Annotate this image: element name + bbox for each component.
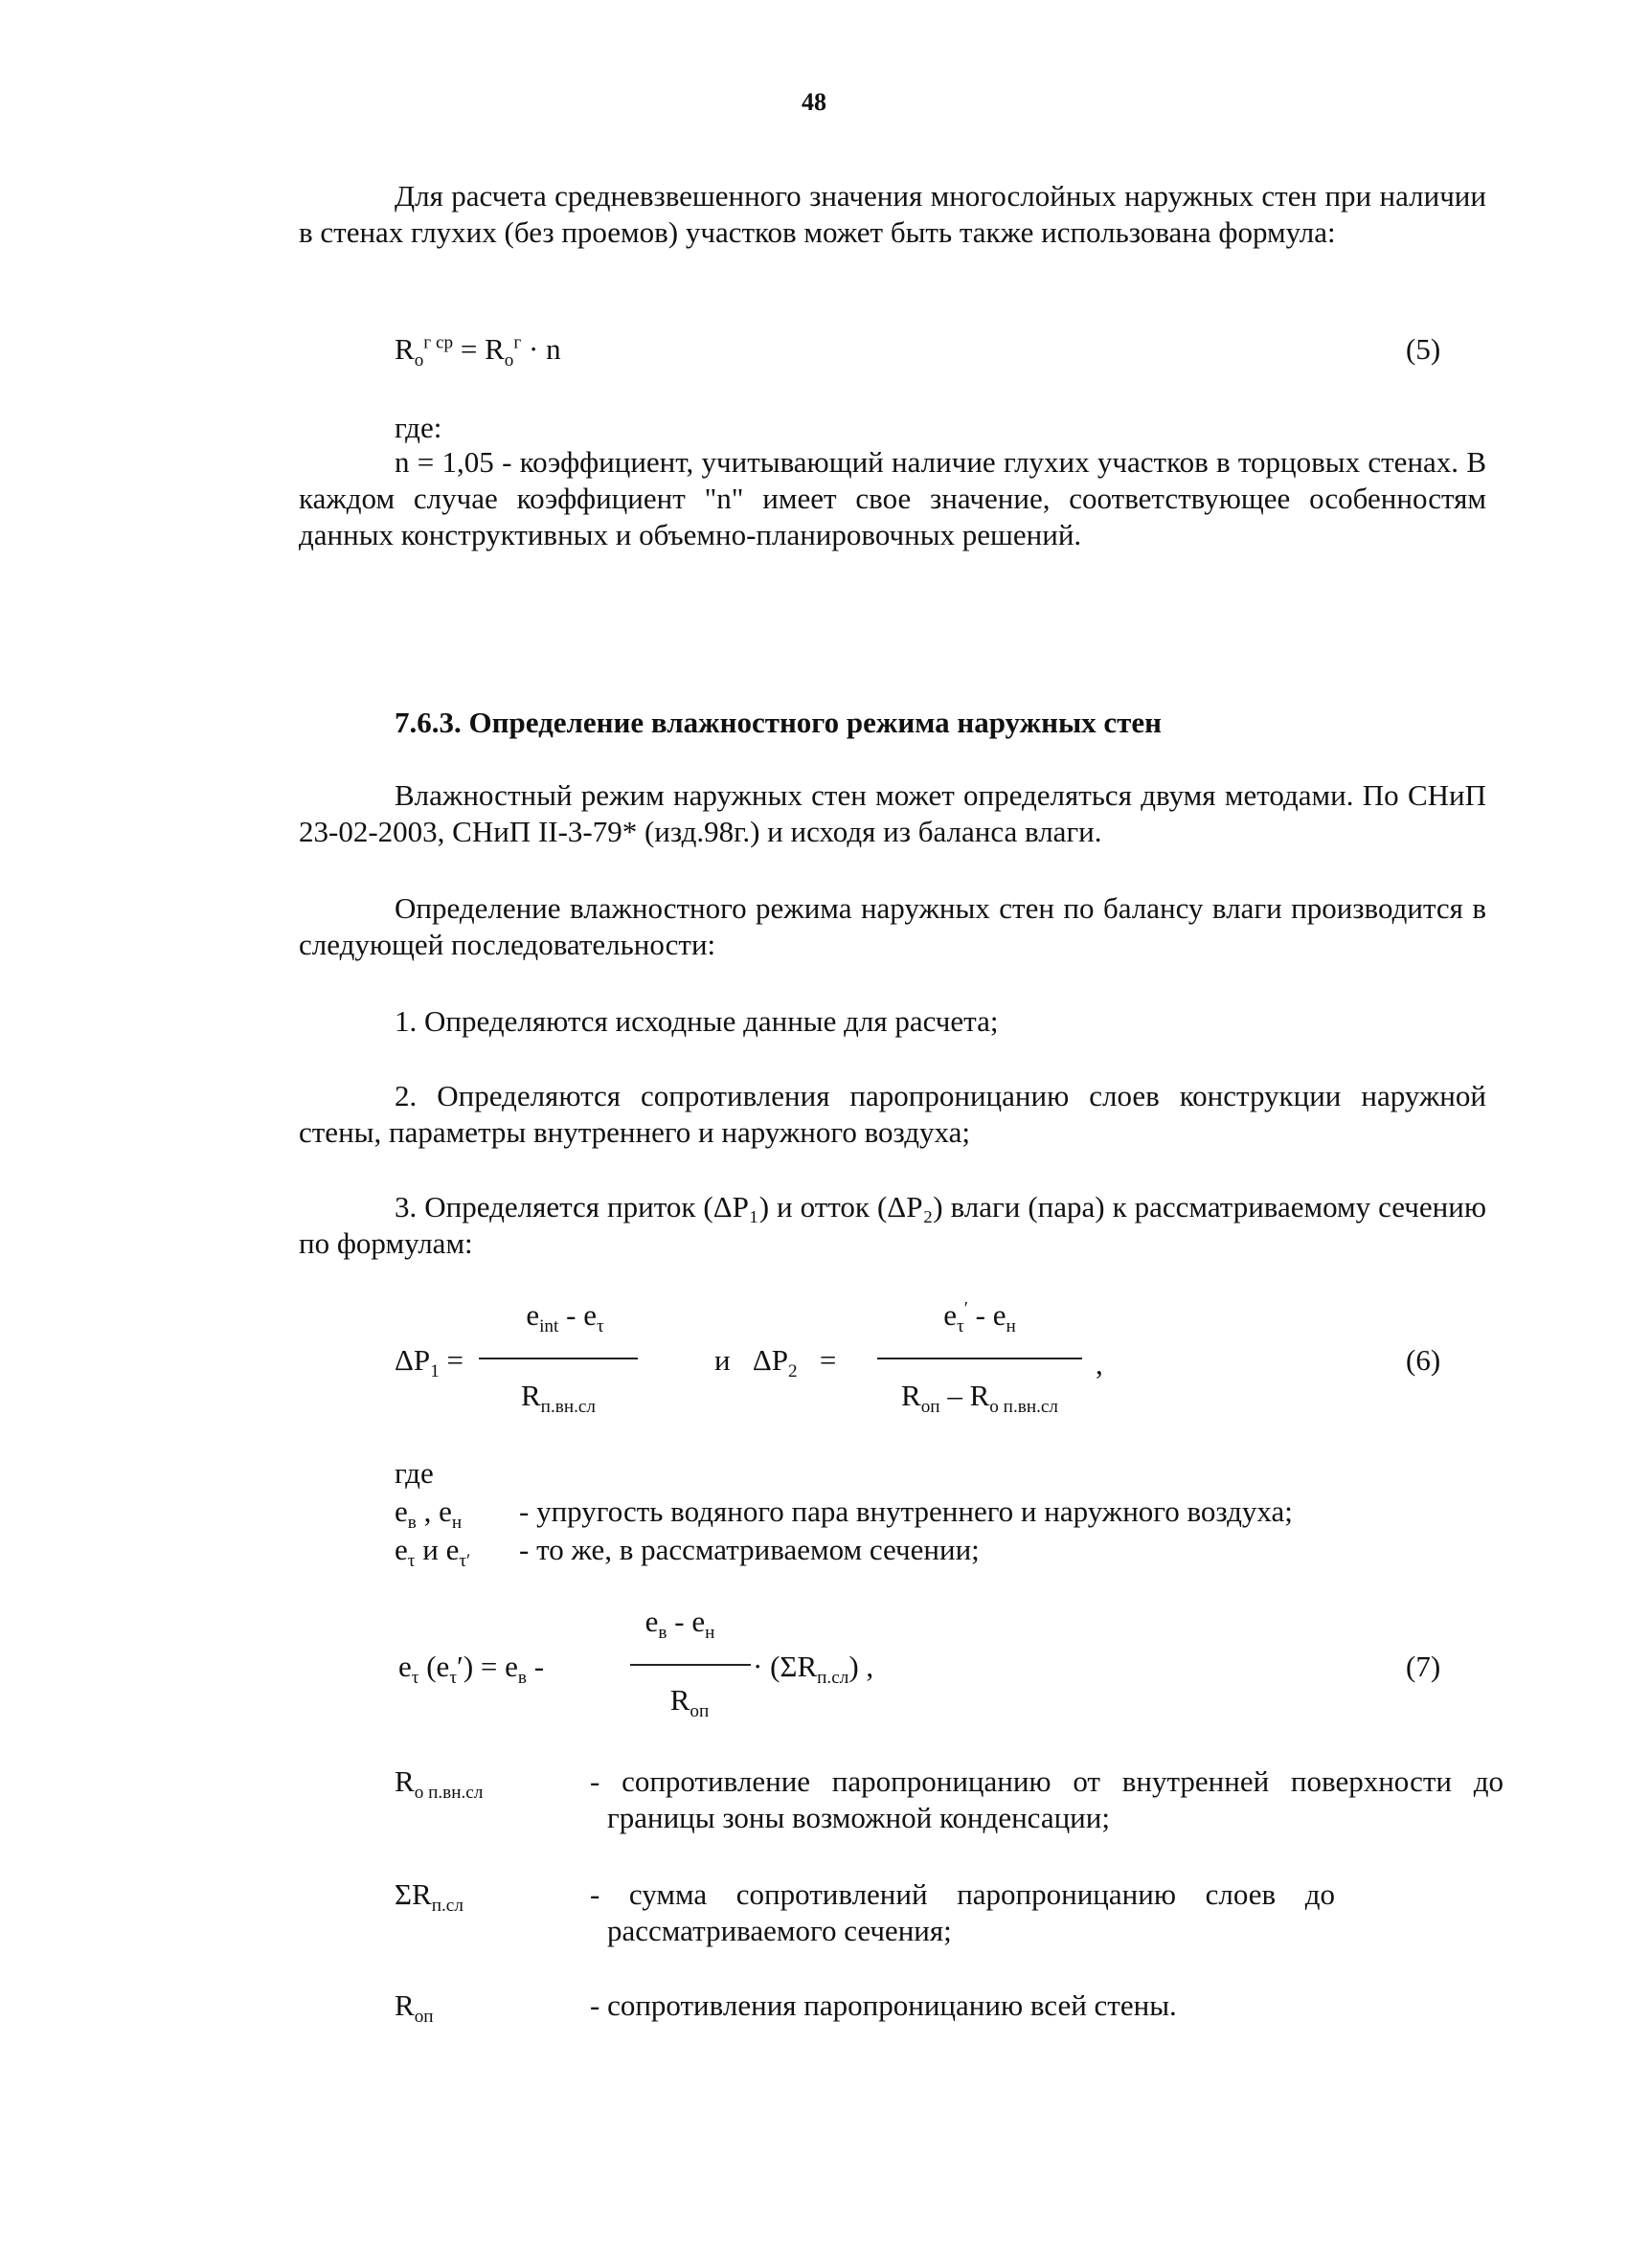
step-2: 2. Определяются сопротивления паропроницанию слоев конструкции наружной стены, параметры внутреннего и наружного воздуха; [299, 1079, 1486, 1149]
legend-symbol-r-op: $R_{оп}$ [395, 1988, 434, 2028]
definition-e-v-e-n: $e_в$ , $e_н$ [395, 1494, 463, 1534]
section-heading: 7.6.3. Определение влажностного режима наружных стен [395, 706, 1163, 739]
page-number: 48 [802, 88, 826, 116]
definition-e-tau-text: - то же, в рассматриваемом сечении; [519, 1533, 980, 1566]
where-label: где: [395, 411, 442, 444]
formula-6-and: и $\Delta P_2$ = [714, 1343, 837, 1382]
formula-6-comma: , [1096, 1347, 1103, 1381]
formula-6-num1: $e_{int} - e_\tau$ [526, 1298, 604, 1337]
step-1: 1. Определяются исходные данные для расчета; [395, 1004, 999, 1038]
formula-7-sum: · $(\Sigma R_{п.сл})$ , [753, 1650, 874, 1689]
legend-text-sum-r: - сумма сопротивлений паропроницанию слоев до рассматриваемого сечения; [590, 1877, 1335, 1947]
methods-paragraph: Влажностный режим наружных стен может определяться двумя методами. По СНиП 23-02-2003, СНиП II-3-79* (изд.98г.) и исходя из баланса влаги. [299, 778, 1486, 848]
formula-6-fraction-line-2 [877, 1358, 1082, 1359]
definition-e-tau: $e_\tau$ и $e_{\tau'}$ [395, 1533, 471, 1572]
formula-6-den2: $R_{оп} - R_{о п.вн.сл}$ [901, 1379, 1058, 1418]
legend-text-r-op: - сопротивления паропроницанию всей стены. [590, 1988, 1177, 2022]
where-label-2: где [395, 1456, 434, 1490]
formula-6-number: (6) [1406, 1343, 1441, 1377]
formula-6-fraction-line-1 [479, 1358, 638, 1359]
formula-7-fraction-line [630, 1664, 751, 1666]
intro-paragraph: Для расчета средневзвешенного значения многослойных наружных стен при наличии в стенах глухих (без проемов) участков может быть также использована формула: [299, 179, 1486, 249]
legend-symbol-sum-r: $\Sigma R_{п.сл}$ [395, 1877, 464, 1917]
definition-e-v-e-n-text: - упругость водяного пара внутреннего и наружного воздуха; [519, 1494, 1293, 1528]
formula-7-numerator: $e_в - e_н$ [644, 1605, 715, 1644]
formula-7-lhs: $e_\tau$ $(e_\tau') = e_в$ - [398, 1650, 545, 1689]
legend-symbol-r-o-p-vn-sl: $R_{о п.вн.сл}$ [395, 1764, 484, 1804]
formula-6-den1: $R_{п.вн.сл}$ [520, 1379, 596, 1418]
formula-6-dp1: $\Delta P_1$ = [395, 1343, 464, 1382]
step-3: 3. Определяется приток (ΔP₁) и отток (ΔP₂) влаги (пара) к рассматриваемому сечению по формулам: [299, 1190, 1486, 1260]
formula-5-number: (5) [1406, 332, 1441, 366]
n-coefficient-paragraph: n = 1,05 - коэффициент, учитывающий наличие глухих участков в торцовых стенах. В каждом случае коэффициент "n" имеет свое значение, соответствующее особенностям данных конструктивных и объемно-планировочных решений. [299, 445, 1486, 551]
legend-text-r-o-p-vn-sl: - сопротивление паропроницанию от внутренней поверхности до границы зоны возможной конденсации; [590, 1764, 1504, 1834]
formula-7-denominator: $R_{оп}$ [669, 1683, 710, 1722]
formula-6-num2: $e_\tau' - e_н$ [943, 1298, 1016, 1337]
formula-5: $R_о^{г ср} = R_о^г \cdot n$ [395, 332, 561, 371]
procedure-paragraph: Определение влажностного режима наружных стен по балансу влаги производится в следующей последовательности: [299, 891, 1486, 961]
formula-7-number: (7) [1406, 1650, 1441, 1683]
